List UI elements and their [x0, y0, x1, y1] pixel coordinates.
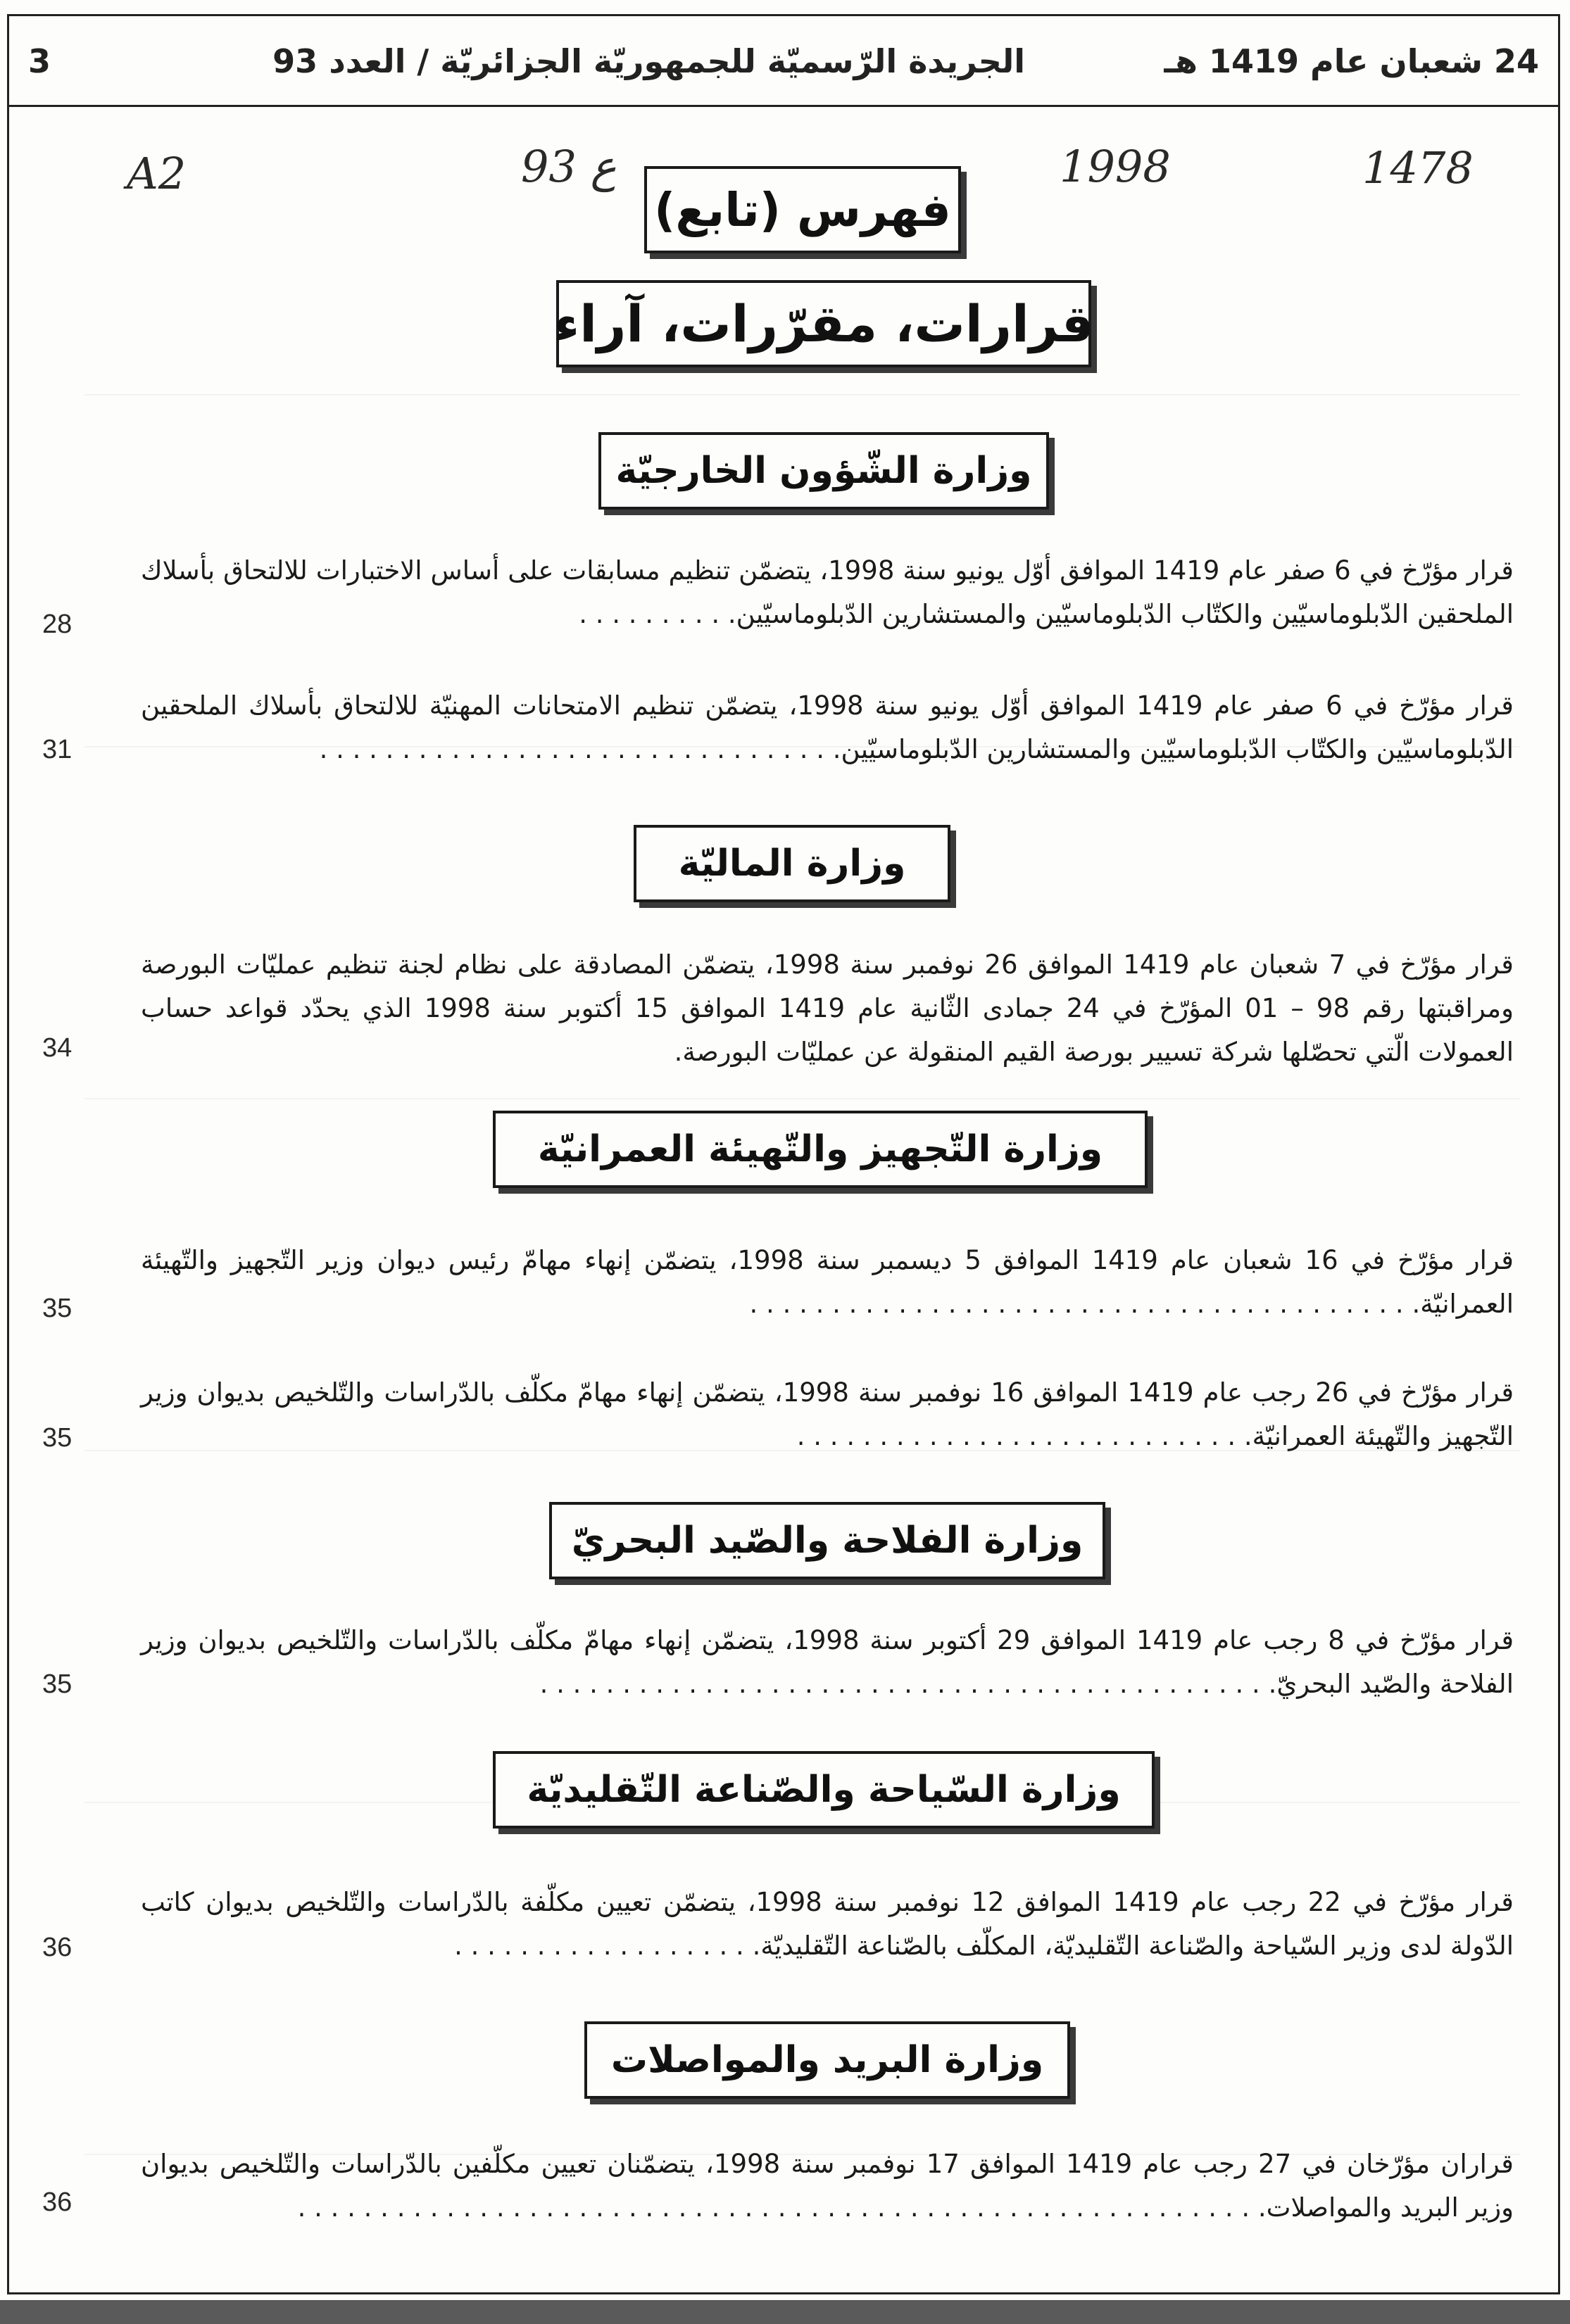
- ministry-heading-box: [598, 432, 1049, 510]
- entry-text: قرار مؤرّخ في 6 صفر عام 1419 الموافق أوّل يونيو سنة 1998، يتضمّن تنظيم الامتحانات المهنيّة للالتحاق بأسلاك الملحقين الدّبلوماسيّين والكتّاب الدّبلوماسيّين والمستشارين الدّبلوماسيّين.: [141, 690, 1514, 764]
- leader-dots: . . . . . . . . . . . . . . . . . . . . . . . . . . . . . . . . . . . . . . . . . . . .: [539, 1669, 1260, 1699]
- entry-text: قرار مؤرّخ في 8 رجب عام 1419 الموافق 29 أكتوبر سنة 1998، يتضمّن إنهاء مهامّ مكلّف بالدّراسات والتّلخيص بديوان وزير الفلاحة والصّيد البحريّ.: [141, 1625, 1514, 1699]
- handwritten-number: 1478: [1362, 142, 1474, 194]
- entry-page-ref: 28: [42, 610, 73, 639]
- ministry-heading: وزارة الماليّة: [678, 842, 906, 885]
- entry-text: قرار مؤرّخ في 26 رجب عام 1419 الموافق 16 نوفمبر سنة 1998، يتضمّن إنهاء مهامّ مكلّف بالدّراسات والتّلخيص بديوان وزير التّجهيز والتّهيئة العمرانيّة.: [141, 1377, 1514, 1451]
- index-entry: [141, 684, 1514, 771]
- entry-page-ref: 35: [42, 1669, 73, 1699]
- index-entry: [141, 1371, 1514, 1458]
- running-header: [7, 14, 1560, 107]
- index-heading: فهرس (تابع): [654, 182, 951, 237]
- leader-dots: . . . . . . . . . . . . . . . . . .: [454, 1931, 744, 1961]
- entry-text: قرار مؤرّخ في 22 رجب عام 1419 الموافق 12 نوفمبر سنة 1998، يتضمّن تعيين مكلّفة بالدّراسات والتّلخيص بديوان كاتب الدّولة لدى وزير السّياحة والصّناعة التّقليديّة، المكلّف بالصّناعة التّقليديّة.: [141, 1887, 1514, 1961]
- entry-text: قرار مؤرّخ في 16 شعبان عام 1419 الموافق 5 ديسمبر سنة 1998، يتضمّن إنهاء مهامّ رئيس ديوان وزير التّجهيز والتّهيئة العمرانيّة.: [141, 1245, 1514, 1319]
- index-entry: [141, 1239, 1514, 1326]
- header-title: الجريدة الرّسميّة للجمهوريّة الجزائريّة / العدد 93: [272, 42, 1025, 80]
- ministry-heading-box: [493, 1751, 1155, 1829]
- index-entry: [141, 1881, 1514, 1968]
- ministry-heading-box: [549, 1502, 1105, 1579]
- entry-text: قرار مؤرّخ في 7 شعبان عام 1419 الموافق 26 نوفمبر سنة 1998، يتضمّن المصادقة على نظام لجنة تنظيم عمليّات البورصة ومراقبتها رقم 98 – 01 المؤرّخ في 24 جمادى الثّانية عام 1419 الموافق 15 أكتوبر سنة 1998 الذي يحدّد قواعد حساب العمولات الّتي تحصّلها شركة تسيير بورصة القيم المنقولة عن عمليّات البورصة.: [141, 949, 1514, 1067]
- index-heading-box: [644, 166, 961, 253]
- ministry-heading: وزارة التّجهيز والتّهيئة العمرانيّة: [537, 1128, 1103, 1170]
- ministry-heading: وزارة الشّؤون الخارجيّة: [615, 450, 1032, 492]
- handwritten-issue: 93 ع: [521, 141, 617, 192]
- header-date: 24 شعبان عام 1419 هـ: [1164, 42, 1539, 80]
- decisions-heading-box: [553, 280, 1094, 367]
- entry-page-ref: 35: [42, 1423, 73, 1453]
- leader-dots: . . . . . . . . .: [579, 599, 720, 629]
- index-entry: [141, 549, 1514, 636]
- entry-page-ref: 31: [42, 735, 73, 764]
- scanner-edge-band: [0, 2300, 1570, 2324]
- entry-page-ref: 36: [42, 1933, 73, 1962]
- entry-text: قراران مؤرّخان في 27 رجب عام 1419 الموافق 17 نوفمبر سنة 1998، يتضمّنان تعيين مكلّفين بالدّراسات والتّلخيص بديوان وزير البريد والمواصلات.: [141, 2149, 1514, 2223]
- entry-page-ref: 35: [42, 1294, 73, 1323]
- index-entry: [141, 2142, 1514, 2230]
- ministry-heading-box: [634, 825, 950, 902]
- index-entry: [141, 943, 1514, 1074]
- leader-dots: . . . . . . . . . . . . . . . . . . . . . . . . . . . . . . .: [319, 734, 825, 764]
- ministry-heading: وزارة السّياحة والصّناعة التّقليديّة: [527, 1769, 1121, 1811]
- decisions-heading: قرارات، مقرّرات، آراء: [553, 294, 1094, 353]
- entry-text: قرار مؤرّخ في 6 صفر عام 1419 الموافق أوّل يونيو سنة 1998، يتضمّن تنظيم مسابقات على أساس الاختبارات للالتحاق بأسلاك الملحقين الدّبلوماسيّين والكتّاب الدّبلوماسيّين والمستشارين الدّبلوماسيّين.: [141, 555, 1514, 629]
- entry-page-ref: 36: [42, 2187, 73, 2217]
- handwritten-a2: A2: [127, 148, 187, 199]
- ministry-heading-box: [493, 1111, 1148, 1188]
- leader-dots: . . . . . . . . . . . . . . . . . . . . . . . . . . .: [796, 1421, 1236, 1451]
- ministry-heading-box: [584, 2021, 1070, 2099]
- leader-dots: . . . . . . . . . . . . . . . . . . . . . . . . . . . . . . . . . . . . . . . . . . . . . . . . . . . . . . . . . .: [297, 2192, 1250, 2223]
- entry-page-ref: 34: [42, 1033, 73, 1063]
- ministry-heading: وزارة الفلاحة والصّيد البحريّ: [571, 1520, 1084, 1562]
- index-entry: [141, 1619, 1514, 1706]
- leader-dots: . . . . . . . . . . . . . . . . . . . . . . . . . . . . . . . . . . . . . . . .: [749, 1289, 1404, 1319]
- handwritten-year: 1998: [1060, 141, 1171, 192]
- ministry-heading: وزارة البريد والمواصلات: [610, 2039, 1044, 2081]
- header-page-number: 3: [28, 42, 51, 80]
